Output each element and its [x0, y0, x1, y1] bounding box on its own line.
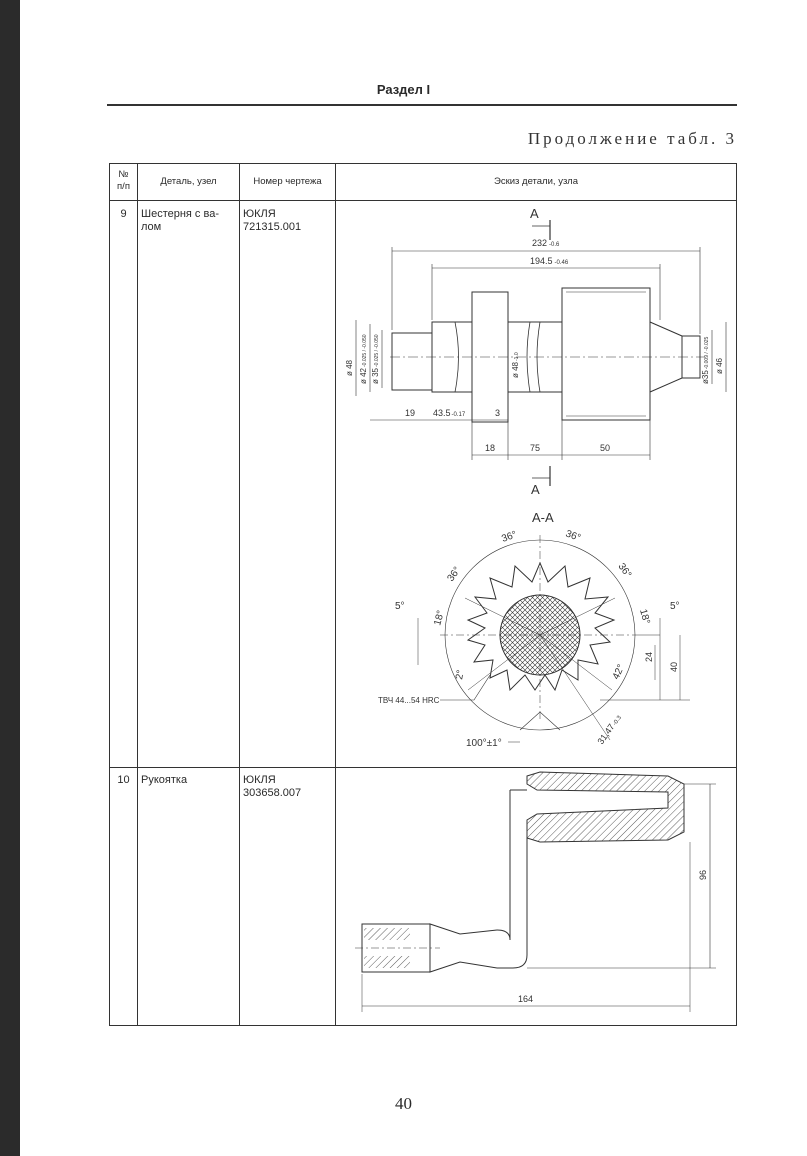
handle-bend [497, 930, 510, 940]
handle-arm-right [497, 838, 527, 968]
dim-total [532, 238, 560, 248]
header-num-line1: № [118, 169, 129, 180]
dim-d48b-tol: -1.0 [514, 352, 520, 361]
section-title: Раздел I [376, 82, 431, 97]
gear-section [418, 535, 690, 742]
row-drawing-line2: 721315.001 [243, 221, 302, 233]
dim-164: 164 [518, 994, 534, 1004]
handle-arm-left [510, 790, 527, 940]
dim-d42-value: ø 42 [359, 367, 368, 384]
dim-d42-tol: -0.025 / -0.050 [362, 334, 368, 367]
shaft-end-left [392, 333, 432, 390]
hardening-note: ТВЧ 44...54 HRC [378, 696, 440, 705]
header-num-line2: п/п [117, 181, 130, 192]
row-part-line1: Шестерня с ва- [141, 208, 219, 220]
dim-inner-tol: -0.46 [554, 260, 569, 266]
dim-43 [433, 408, 466, 418]
row-part-line1: Рукоятка [141, 774, 188, 786]
dim-d35b [701, 336, 710, 384]
dim-d48b-value: ø 48 [511, 361, 520, 378]
dim-d48: ø 48 [345, 359, 354, 376]
dim-d35b-tol: -0.009 / -0.025 [704, 336, 710, 370]
angle-5-left: 5° [395, 601, 405, 612]
header-sketch: Эскиз детали, узла [493, 176, 579, 187]
dim-d42 [359, 334, 368, 384]
page-number: 40 [395, 1094, 412, 1113]
row-part-line2: лом [141, 221, 162, 233]
row-num: 9 [120, 208, 127, 220]
angle-2: 2° [454, 669, 467, 681]
angle-36-b: 36° [563, 528, 582, 544]
handle-shank [430, 924, 497, 972]
table-caption: Продолжение табл. 3 [527, 129, 737, 148]
dim-96: 96 [698, 869, 708, 880]
dim-31-tol: -0.3 [612, 714, 624, 727]
row-drawing-line2: 303658.007 [243, 787, 302, 799]
dim-43-tol: -0.17 [451, 412, 466, 418]
angle-5-right: 5° [670, 601, 680, 612]
dim-d35 [371, 334, 380, 384]
dim-d48b [511, 352, 520, 378]
angle-42: 42° [610, 662, 628, 682]
angle-36-d: 36° [615, 561, 634, 581]
dim-3: 3 [495, 408, 501, 418]
dim-31-value: 31,47 [595, 721, 617, 747]
dim-18: 18 [485, 443, 496, 453]
handle-grip-section [527, 772, 684, 842]
dim-43-value: 43.5 [433, 408, 451, 418]
handle-drawing [355, 772, 716, 1012]
dim-total-value: 232 [532, 238, 548, 248]
angle-18-right: 18° [637, 607, 652, 626]
shaft-gear-view [390, 288, 705, 422]
gear-body [562, 288, 650, 420]
dim-inner-value: 194.5 [530, 256, 553, 266]
dimension-lines [356, 247, 726, 460]
section-mark-bottom: А [531, 482, 540, 497]
dim-31 [595, 712, 623, 746]
dim-d35-tol: -0.025 / -0.050 [374, 334, 380, 367]
header-drawing: Номер чертежа [253, 176, 322, 187]
dim-19: 19 [405, 408, 416, 418]
socket-hatch-bottom [364, 956, 410, 968]
dim-40: 40 [669, 661, 679, 672]
angle-18-left: 18° [432, 609, 447, 627]
section-title: А-А [532, 510, 554, 525]
angle-36-a: 36° [500, 529, 519, 545]
dim-inner [530, 256, 569, 266]
angle-36-c: 36° [445, 565, 464, 584]
header-part: Деталь, узел [160, 176, 217, 187]
dim-d46: ø 46 [715, 357, 724, 374]
row-num: 10 [117, 774, 130, 786]
row-drawing-line1: ЮКЛЯ [243, 774, 276, 786]
dim-total-tol: -0.6 [549, 242, 560, 248]
gear-teeth-lines [566, 292, 646, 416]
socket-hatch-top [364, 928, 410, 940]
dim-75: 75 [530, 443, 541, 453]
dim-24: 24 [644, 651, 654, 662]
dim-d35b-value: ø35 [701, 370, 710, 384]
dim-d35-value: ø 35 [371, 367, 380, 384]
dim-50: 50 [600, 443, 611, 453]
row-drawing-line1: ЮКЛЯ [243, 208, 276, 220]
section-mark-top: А [530, 206, 539, 221]
angle-100: 100°±1° [466, 738, 502, 749]
